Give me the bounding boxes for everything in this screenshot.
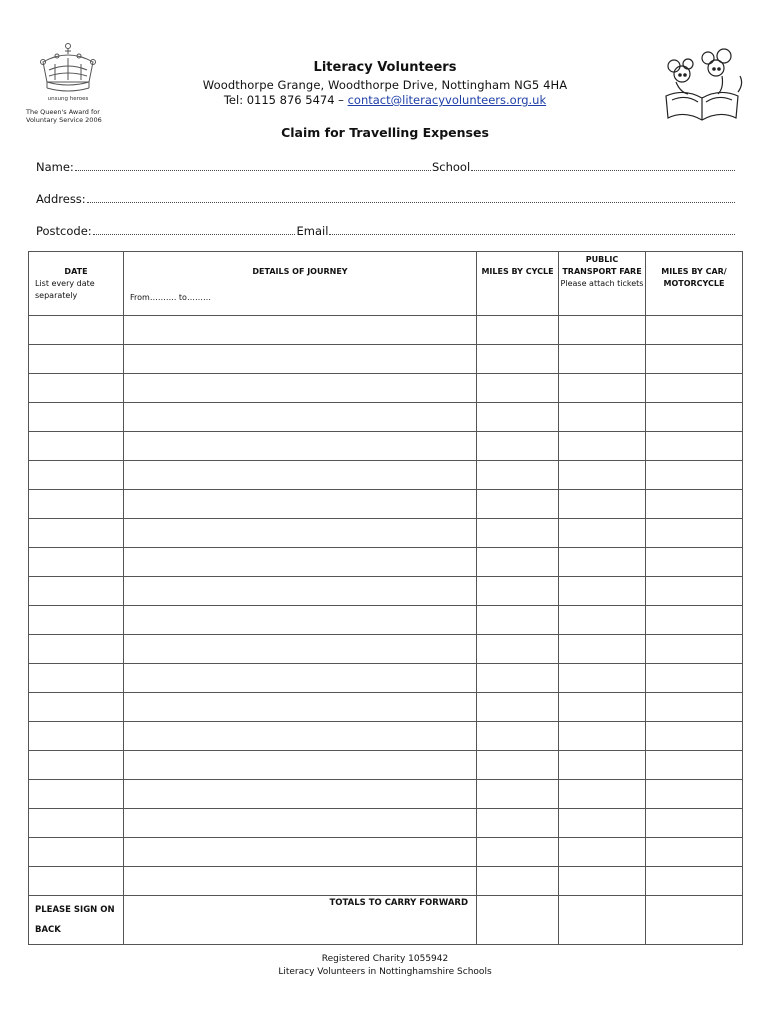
cycle-cell[interactable] — [477, 693, 559, 722]
cycle-cell[interactable] — [477, 316, 559, 345]
fare-cell[interactable] — [559, 548, 646, 577]
details-cell[interactable] — [124, 548, 477, 577]
car-cell[interactable] — [646, 374, 743, 403]
header-fare-note: Please attach tickets — [560, 279, 644, 288]
table-row — [29, 519, 743, 548]
cycle-cell[interactable] — [477, 867, 559, 896]
details-cell[interactable] — [124, 432, 477, 461]
header-date-title: DATE — [64, 267, 88, 276]
date-cell[interactable] — [29, 838, 124, 867]
cycle-cell[interactable] — [477, 722, 559, 751]
date-cell[interactable] — [29, 809, 124, 838]
totals-label: TOTALS TO CARRY FORWARD — [124, 896, 477, 945]
date-cell[interactable] — [29, 780, 124, 809]
header-cycle — [477, 252, 559, 316]
sign-note: PLEASE SIGN ON BACK — [29, 896, 124, 945]
fare-cell[interactable] — [559, 403, 646, 432]
total-cycle-cell[interactable] — [477, 896, 559, 945]
table-row — [29, 838, 743, 867]
cycle-cell[interactable] — [477, 751, 559, 780]
school-field[interactable] — [471, 161, 735, 171]
car-cell[interactable] — [646, 780, 743, 809]
name-school-row — [36, 160, 736, 174]
fare-cell[interactable] — [559, 374, 646, 403]
crest-tagline: unsung heroes — [47, 96, 89, 102]
telephone-text: Tel: 0115 876 5474 – — [223, 93, 348, 107]
table-header-row — [29, 252, 743, 316]
car-cell[interactable] — [646, 722, 743, 751]
fare-cell[interactable] — [559, 635, 646, 664]
table-row — [29, 490, 743, 519]
car-cell[interactable] — [646, 490, 743, 519]
fare-cell[interactable] — [559, 780, 646, 809]
details-cell[interactable] — [124, 838, 477, 867]
award-line-2: Voluntary Service 2006 — [26, 116, 102, 124]
name-label: Name: — [36, 160, 74, 174]
fare-cell[interactable] — [559, 664, 646, 693]
address-field[interactable] — [87, 193, 735, 203]
email-field[interactable] — [329, 225, 735, 235]
fare-cell[interactable] — [559, 345, 646, 374]
car-cell[interactable] — [646, 548, 743, 577]
header-cycle-title: MILES BY CYCLE — [481, 267, 554, 276]
header-date-note: List every date separately — [35, 279, 95, 300]
fare-cell[interactable] — [559, 722, 646, 751]
details-cell[interactable] — [124, 722, 477, 751]
car-cell[interactable] — [646, 751, 743, 780]
details-cell[interactable] — [124, 606, 477, 635]
page-footer — [0, 953, 770, 979]
postcode-field[interactable] — [93, 225, 296, 235]
cycle-cell[interactable] — [477, 519, 559, 548]
details-cell[interactable] — [124, 461, 477, 490]
table-row — [29, 432, 743, 461]
car-cell[interactable] — [646, 403, 743, 432]
car-cell[interactable] — [646, 838, 743, 867]
details-cell[interactable] — [124, 490, 477, 519]
table-row — [29, 809, 743, 838]
date-cell[interactable] — [29, 664, 124, 693]
fare-cell[interactable] — [559, 490, 646, 519]
details-cell[interactable] — [124, 577, 477, 606]
fare-cell[interactable] — [559, 577, 646, 606]
cycle-cell[interactable] — [477, 780, 559, 809]
journeys-table — [28, 251, 743, 945]
cycle-cell[interactable] — [477, 374, 559, 403]
details-cell[interactable] — [124, 519, 477, 548]
details-cell[interactable] — [124, 867, 477, 896]
details-cell[interactable] — [124, 693, 477, 722]
contact-line — [0, 93, 770, 107]
details-cell[interactable] — [124, 316, 477, 345]
table-row — [29, 461, 743, 490]
email-link[interactable]: contact@literacyvolunteers.org.uk — [347, 93, 547, 107]
total-fare-cell[interactable] — [559, 896, 646, 945]
footer-org: Literacy Volunteers in Nottinghamshire Schools — [278, 967, 492, 977]
details-cell[interactable] — [124, 345, 477, 374]
table-row — [29, 345, 743, 374]
award-line-1: The Queen's Award for — [26, 108, 100, 116]
date-cell[interactable] — [29, 374, 124, 403]
fare-cell[interactable] — [559, 316, 646, 345]
table-row — [29, 548, 743, 577]
cycle-cell[interactable] — [477, 664, 559, 693]
table-row — [29, 316, 743, 345]
address-label: Address: — [36, 192, 86, 206]
fare-cell[interactable] — [559, 867, 646, 896]
car-cell[interactable] — [646, 693, 743, 722]
total-car-cell[interactable] — [646, 896, 743, 945]
header-car-title: MILES BY CAR/ MOTORCYCLE — [661, 267, 727, 288]
details-cell[interactable] — [124, 635, 477, 664]
table-row — [29, 664, 743, 693]
cycle-cell[interactable] — [477, 432, 559, 461]
totals-row — [29, 896, 743, 945]
car-cell[interactable] — [646, 577, 743, 606]
table-body — [29, 316, 743, 896]
date-cell[interactable] — [29, 693, 124, 722]
school-label: School — [431, 160, 471, 174]
fare-cell[interactable] — [559, 809, 646, 838]
car-cell[interactable] — [646, 635, 743, 664]
date-cell[interactable] — [29, 635, 124, 664]
date-cell[interactable] — [29, 606, 124, 635]
fare-cell[interactable] — [559, 838, 646, 867]
details-cell[interactable] — [124, 664, 477, 693]
details-cell[interactable] — [124, 809, 477, 838]
date-cell[interactable] — [29, 751, 124, 780]
car-cell[interactable] — [646, 809, 743, 838]
table-row — [29, 374, 743, 403]
address-row — [36, 192, 736, 206]
postcode-label: Postcode: — [36, 224, 92, 238]
cycle-cell[interactable] — [477, 548, 559, 577]
cycle-cell[interactable] — [477, 490, 559, 519]
cycle-cell[interactable] — [477, 345, 559, 374]
organisation-address: Woodthorpe Grange, Woodthorpe Drive, Nottingham NG5 4HA — [202, 78, 568, 92]
details-cell[interactable] — [124, 751, 477, 780]
date-cell[interactable] — [29, 519, 124, 548]
table-row — [29, 577, 743, 606]
header-date — [29, 252, 124, 316]
header-details — [124, 252, 477, 316]
header-fare — [559, 252, 646, 316]
date-cell[interactable] — [29, 490, 124, 519]
table-row — [29, 606, 743, 635]
fare-cell[interactable] — [559, 519, 646, 548]
fare-cell[interactable] — [559, 606, 646, 635]
cycle-cell[interactable] — [477, 461, 559, 490]
details-cell[interactable] — [124, 403, 477, 432]
postcode-email-row — [36, 224, 736, 238]
car-cell[interactable] — [646, 867, 743, 896]
car-cell[interactable] — [646, 461, 743, 490]
date-cell[interactable] — [29, 722, 124, 751]
date-cell[interactable] — [29, 461, 124, 490]
table-row — [29, 403, 743, 432]
date-cell[interactable] — [29, 345, 124, 374]
car-cell[interactable] — [646, 664, 743, 693]
fare-cell[interactable] — [559, 461, 646, 490]
car-cell[interactable] — [646, 519, 743, 548]
table-row — [29, 635, 743, 664]
cycle-cell[interactable] — [477, 838, 559, 867]
cycle-cell[interactable] — [477, 809, 559, 838]
table-row — [29, 751, 743, 780]
charity-number: Registered Charity 1055942 — [321, 954, 449, 964]
details-cell[interactable] — [124, 780, 477, 809]
name-field[interactable] — [75, 161, 431, 171]
details-cell[interactable] — [124, 374, 477, 403]
cycle-cell[interactable] — [477, 635, 559, 664]
email-label: Email — [296, 224, 329, 238]
car-cell[interactable] — [646, 316, 743, 345]
date-cell[interactable] — [29, 867, 124, 896]
header-details-note: From………. to……… — [130, 293, 211, 302]
header-fare-title: PUBLIC TRANSPORT FARE — [562, 255, 642, 276]
organisation-name: Literacy Volunteers — [313, 60, 457, 75]
date-cell[interactable] — [29, 432, 124, 461]
award-text — [26, 108, 126, 124]
table-row — [29, 693, 743, 722]
fare-cell[interactable] — [559, 751, 646, 780]
cycle-cell[interactable] — [477, 577, 559, 606]
table-row — [29, 780, 743, 809]
table-row — [29, 867, 743, 896]
header-details-title: DETAILS OF JOURNEY — [252, 267, 348, 276]
header-car — [646, 252, 743, 316]
cycle-cell[interactable] — [477, 403, 559, 432]
date-cell[interactable] — [29, 548, 124, 577]
cycle-cell[interactable] — [477, 606, 559, 635]
fare-cell[interactable] — [559, 693, 646, 722]
table-row — [29, 722, 743, 751]
car-cell[interactable] — [646, 606, 743, 635]
date-cell[interactable] — [29, 316, 124, 345]
form-title: Claim for Travelling Expenses — [281, 125, 489, 140]
date-cell[interactable] — [29, 577, 124, 606]
car-cell[interactable] — [646, 432, 743, 461]
date-cell[interactable] — [29, 403, 124, 432]
car-cell[interactable] — [646, 345, 743, 374]
fare-cell[interactable] — [559, 432, 646, 461]
